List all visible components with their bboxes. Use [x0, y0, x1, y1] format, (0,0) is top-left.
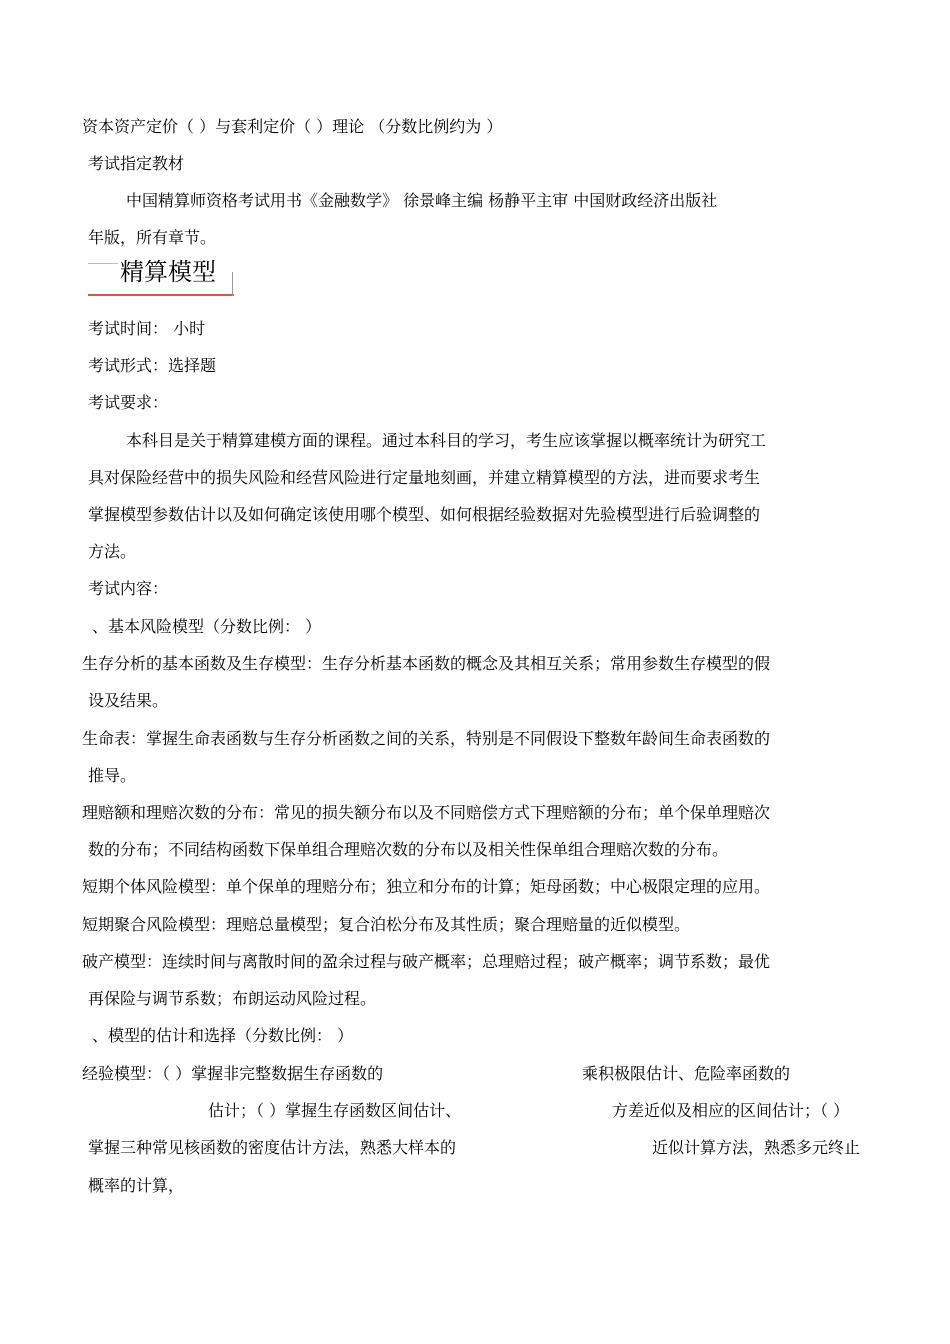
requirement-line: 方法。 — [88, 542, 137, 561]
part1-title: 、基本风险模型（分数比例： ） — [92, 617, 322, 636]
requirement-line: 本科目是关于精算建模方面的课程。通过本科目的学习，考生应该掌握以概率统计为研究工 — [126, 431, 767, 450]
empirical-model-line-4: 概率的计算， — [88, 1176, 185, 1195]
empirical-model-line-3a: 掌握三种常见核函数的密度估计方法，熟悉大样本的 — [88, 1138, 457, 1157]
content-line: 推导。 — [88, 766, 137, 785]
content-line: 短期个体风险模型：单个保单的理赔分布；独立和分布的计算；矩母函数；中心极限定理的应用。 — [82, 877, 771, 896]
content-line: 生存分析的基本函数及生存模型：生存分析基本函数的概念及其相互关系；常用参数生存模型的假 — [82, 654, 771, 673]
exam-form: 考试形式：选择题 — [88, 356, 217, 375]
exam-time: 考试时间： 小时 — [88, 319, 206, 338]
content-line: 设及结果。 — [88, 691, 169, 710]
capm-apt-line: 资本资产定价（ ）与套利定价（ ）理论 （分数比例约为 ） — [82, 117, 503, 136]
empirical-model-line-1a: 经验模型：（ ）掌握非完整数据生存函数的 — [82, 1064, 384, 1083]
content-line: 再保险与调节系数；布朗运动风险过程。 — [88, 989, 377, 1008]
textbook-line-1: 中国精算师资格考试用书《金融数学》 徐景峰主编 杨静平主审 中国财政经济出版社 — [126, 191, 718, 210]
content-line: 数的分布；不同结构函数下保单组合理赔次数的分布以及相关性保单组合理赔次数的分布。 — [88, 840, 729, 859]
empirical-model-line-3b: 近似计算方法，熟悉多元终止 — [652, 1138, 861, 1157]
exam-requirements-label: 考试要求： — [88, 393, 169, 412]
empirical-model-line-2a: 估计；（ ）掌握生存函数区间估计、 — [208, 1101, 462, 1120]
empirical-model-line-1b: 乘积极限估计、危险率函数的 — [582, 1064, 791, 1083]
requirement-line: 掌握模型参数估计以及如何确定该使用哪个模型、如何根据经验数据对先验模型进行后验调整的 — [88, 505, 761, 524]
textbook-line-2: 年版，所有章节。 — [88, 228, 217, 247]
part2-title: 、模型的估计和选择（分数比例： ） — [92, 1026, 354, 1045]
content-line: 短期聚合风险模型：理赔总量模型；复合泊松分布及其性质；聚合理赔量的近似模型。 — [82, 915, 691, 934]
heading-underline — [88, 294, 234, 296]
requirement-line: 具对保险经营中的损失风险和经营风险进行定量地刻画，并建立精算模型的方法，进而要求考生 — [88, 468, 761, 487]
heading-rule-top — [88, 263, 118, 264]
textbook-label: 考试指定教材 — [88, 154, 185, 173]
content-line: 生命表：掌握生命表函数与生存分析函数之间的关系，特别是不同假设下整数年龄间生命表函数的 — [82, 729, 771, 748]
content-line: 理赔额和理赔次数的分布：常见的损失额分布以及不同赔偿方式下理赔额的分布；单个保单理赔次 — [82, 803, 771, 822]
heading-cursor-mark — [232, 272, 233, 296]
exam-content-label: 考试内容： — [88, 579, 169, 598]
section-heading: 精算模型 — [120, 258, 216, 286]
empirical-model-line-2b: 方差近似及相应的区间估计；（ ） — [612, 1101, 850, 1120]
content-line: 破产模型：连续时间与离散时间的盈余过程与破产概率；总理赔过程；破产概率；调节系数；最优 — [82, 952, 771, 971]
